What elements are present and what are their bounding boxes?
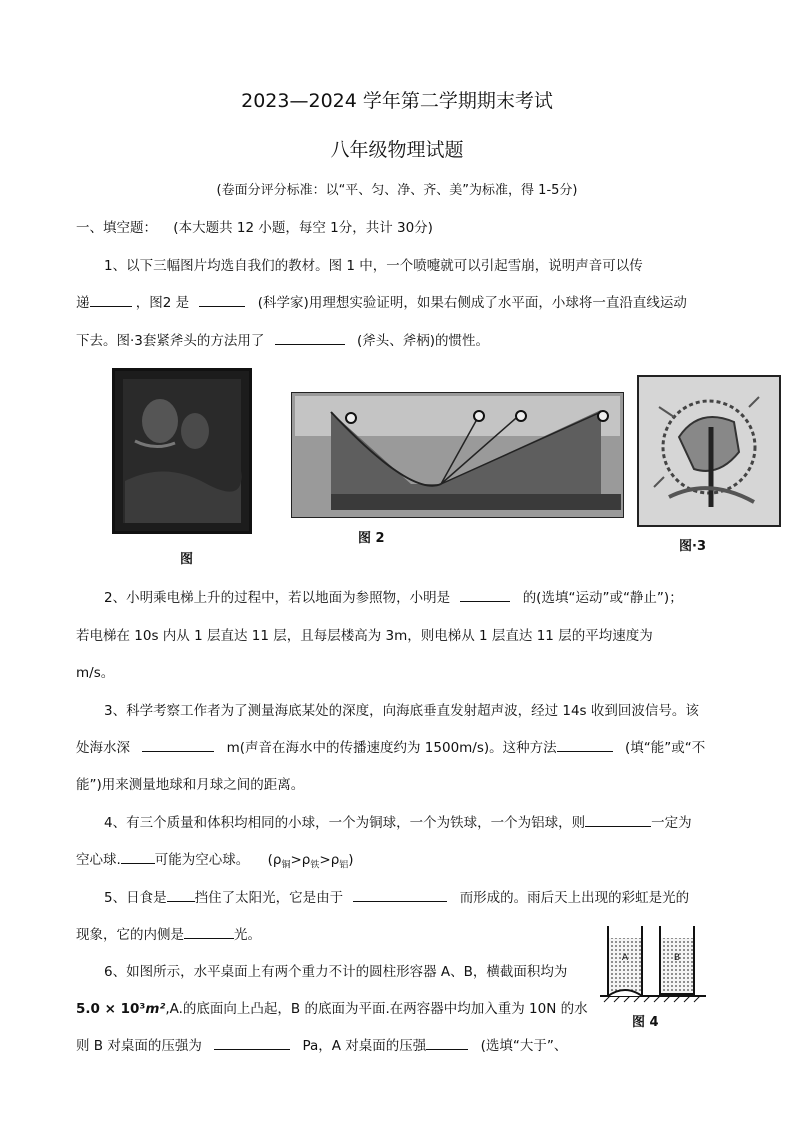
question-5-line-1: 5、日食是 挡住了太阳光，它是由于 而形成的。雨后天上出现的彩虹是光的 [104, 890, 690, 906]
answer-blank[interactable] [460, 588, 510, 602]
question-3-line-1: 3、科学考察工作者为了测量海底某处的深度，向海底垂直发射超声波，经过 14s 收到回波信号。该 [104, 703, 699, 719]
question-2-line-3: m/s。 [76, 665, 115, 681]
exam-subtitle: 八年级物理试题 [330, 139, 464, 161]
answer-blank[interactable] [142, 738, 214, 752]
answer-blank[interactable] [184, 925, 234, 939]
section-info: (本大题共 12 小题，每空 1分，共计 30分) [173, 220, 433, 236]
answer-blank[interactable] [353, 888, 447, 902]
answer-blank[interactable] [121, 850, 155, 864]
answer-blank[interactable] [275, 331, 345, 345]
question-6-line-3: 则 B 对桌面的压强为 Pa，A 对桌面的压强 (选填“大于”、 [76, 1038, 568, 1054]
question-6-line-1: 6、如图所示，水平桌面上有两个重力不计的圆柱形容器 A、B，横截面积均为 [104, 964, 568, 980]
figure-4-label-b: B [673, 953, 681, 963]
figure-2-caption: 图 2 [358, 531, 385, 546]
question-1-line-3: 下去。图·3套紧斧头的方法用了 (斧头、斧柄)的惯性。 [76, 333, 490, 349]
figure-1-caption: 图 [180, 552, 194, 567]
figure-1-photo [112, 368, 252, 534]
question-6-line-2: 5.0 × 10³m²,A.的底面向上凸起，B 的底面为平面.在两容器中均加入重为 10N 的水 [76, 1001, 588, 1017]
question-2-line-2: 若电梯在 10s 内从 1 层直达 11 层，且每层楼高为 3m，则电梯从 1 层直达 11 层的平均速度为 [76, 628, 653, 644]
density-relation: $(\rho_铜>\rho_铁>\rho_铝)$ [267, 852, 354, 871]
answer-blank[interactable] [167, 888, 195, 902]
answer-blank[interactable] [90, 293, 132, 307]
question-5-line-2: 现象，它的内侧是 光。 [76, 927, 261, 943]
figure-3-caption: 图·3 [679, 539, 706, 554]
figure-3-axe-sketch [637, 375, 781, 527]
question-1-line-2: 递 ，图2 是 (科学家)用理想实验证明，如果右侧成了水平面，小球将一直沿直线运动 [76, 295, 687, 311]
question-2-line-1: 2、小明乘电梯上升的过程中，若以地面为参照物，小明是 的(选填“运动”或“静止”)； [104, 590, 683, 606]
question-1-line-1: 1、以下三幅图片均选自我们的教材。图 1 中，一个喷嚏就可以引起雪崩，说明声音可以传 [104, 258, 643, 274]
answer-blank[interactable] [557, 738, 613, 752]
scoring-note: (卷面分评分标准：以“平、匀、净、齐、美”为标准，得 1-5分) [216, 183, 578, 198]
figure-4-caption: 图 4 [632, 1015, 659, 1030]
question-4-line-2: 空心球. 可能为空心球。 $(\rho_铜>\rho_铁>\rho_铝)$ [76, 852, 354, 871]
figure-4-label-a: A [621, 953, 629, 963]
exam-title: 2023—2024 学年第二学期期末考试 [241, 90, 553, 112]
section-title: 一、填空题： [76, 220, 157, 236]
question-3-line-2: 处海水深 m(声音在海水中的传播速度约为 1500m/s)。这种方法 (填“能”或“不 [76, 740, 706, 756]
answer-blank[interactable] [426, 1036, 468, 1050]
answer-blank[interactable] [214, 1036, 290, 1050]
figure-2-ramp-diagram [291, 392, 624, 518]
answer-blank[interactable] [585, 813, 651, 827]
question-4-line-1: 4、有三个质量和体积均相同的小球，一个为铜球，一个为铁球，一个为铝球，则 一定为 [104, 815, 692, 831]
answer-blank[interactable] [199, 293, 245, 307]
section-heading [76, 216, 433, 236]
figure-4-containers [598, 924, 708, 1004]
question-3-line-3: 能”)用来测量地球和月球之间的距离。 [76, 777, 305, 793]
